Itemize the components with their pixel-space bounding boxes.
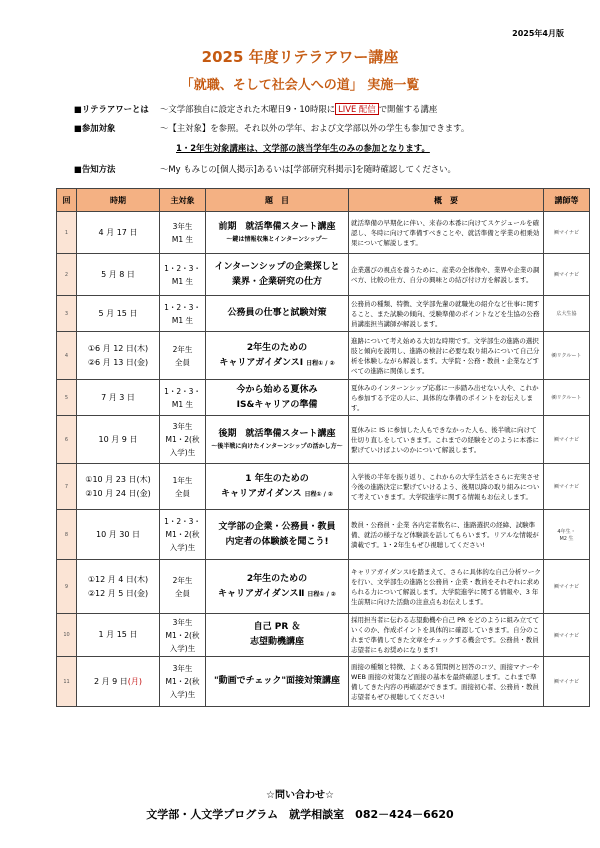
notice-text: ～My もみじの[個人掲示]あるいは[学部研究科掲示]を随時確認してください。 [160,164,456,174]
edition-label: 2025年4月版 [512,29,564,38]
row-title-sub: 日程① / ② [307,590,336,598]
row-summary: 公務員の種類、特徴、文学部先輩の就職先の紹介など仕事に関すること、また試験の傾向、受験準備のポイントなどを生協の公務員講座担当講師が解説します。 [349,296,544,332]
row-title [206,332,349,380]
about-label: ■リテラアワーとは [74,104,149,114]
row-target: 1・2・3・ M1 生 [160,380,206,416]
header-instructor: 講師等 [544,189,590,212]
row-date: 5 月 8 日 [77,254,160,296]
row-title-text: 2年生のための キャリアガイダンスⅠ [219,342,308,368]
live-badge: LIVE 配信 [335,103,379,115]
row-title [206,296,349,332]
row-target: 1・2・3・ M1 生 [160,296,206,332]
page-subtitle: 「就職、そして社会人への道」 実施一覧 [180,78,420,93]
table-row [57,657,590,707]
table-row [57,464,590,510]
row-target: 2年生 全員 [160,560,206,614]
row-instructor: ㈱マイナビ [544,416,590,464]
row-instructor: ㈱マイナビ [544,212,590,254]
row-instructor: ㈱リクルート [544,332,590,380]
row-target: 3年生 M1・2(秋入学)生 [160,657,206,707]
header-date: 時期 [77,189,160,212]
table-row [57,416,590,464]
row-instructor: ㈱マイナビ [544,254,590,296]
table-header-row [57,189,590,212]
row-summary: 就活準備の早期化に伴い、来春の本番に向けてスケジュールを確認し、冬時に向けて準備すべきことや、就活準備と学業の相乗効果について解説します。 [349,212,544,254]
table-row [57,332,590,380]
row-target: 3年生 M1 生 [160,212,206,254]
schedule-table [56,188,590,707]
row-number: 9 [57,560,77,614]
contact-line: 文学部・人文学プログラム 就学相談室 082－424－6620 [146,808,454,821]
row-summary: キャリアガイダンスⅠを踏まえて、さらに具体的な自己分析ワークを行い、文学部生の進路と公務員・企業・教員をそれぞれに求められる力について解説します。大学院進学に関する情報や、3 年生前期に向けた活動の注意点もお伝えします。 [349,560,544,614]
row-number: 7 [57,464,77,510]
row-number: 5 [57,380,77,416]
row-title-text: 自己 PR ＆ 志望動機講座 [249,622,304,647]
date-text: 2 月 9 日 [93,676,128,686]
row-number: 10 [57,614,77,657]
row-instructor: ㈱マイナビ [544,560,590,614]
target-note: 1・2年生対象講座は、文学部の該当学年生のみの参加となります。 [176,143,430,153]
row-title-sub: ～鍵は情報収集とインターンシップ～ [226,236,328,243]
row-title [206,560,349,614]
info-notice [74,163,456,175]
row-instructor: ㈱マイナビ [544,464,590,510]
row-title-text: 前期 就活準備スタート講座 [218,222,336,232]
row-summary: 面接の種類と特徴、よくある質問例と回答のコツ、面接マナーや WEB 面接の対策など面接の基本を最終確認します。これまで準備してきた内容の再確認ができます。面接初心者、公務員・教員志望者もぜひ視聴してください! [349,657,544,707]
row-number: 4 [57,332,77,380]
row-instructor: 広大生協 [544,296,590,332]
row-summary: 企業選びの視点を養うために、産業の全体像や、業界や企業の調べ方、比較の仕方、自分の興味との結び付け方を解説します。 [349,254,544,296]
row-title [206,464,349,510]
row-summary: 入学後の半年を振り返り、これからの大学生活をさらに充実させ今後の進路決定に繋げていけるよう、後期以降の取り組みについて考えていきます。大学院進学に関する情報もお伝えします。 [349,464,544,510]
row-summary: 夏休みに IS に参加した人もできなかった人も、後半戦に向けて仕切り直しをしていきます。これまでの経験をどのように本番に繋げていけばよいのかについて解説します。 [349,416,544,464]
row-number: 8 [57,510,77,560]
row-date: ①6 月 12 日(木) ②6 月 13 日(金) [77,332,160,380]
row-date [77,657,160,707]
row-title-text: "動画でチェック"面接対策講座 [213,676,341,686]
row-number: 2 [57,254,77,296]
header-title: 題 目 [206,189,349,212]
target-label: ■参加対象 [74,123,116,133]
header-target: 主対象 [160,189,206,212]
page-title: 2025 年度リテラアワー講座 [201,48,399,66]
row-target: 3年生 M1・2(秋入学)生 [160,416,206,464]
row-title [206,614,349,657]
row-title-text: インターンシップの企業探しと 業界・企業研究の仕方 [214,261,340,287]
row-title [206,657,349,707]
row-number: 6 [57,416,77,464]
table-row [57,614,590,657]
row-summary: 採用担当者に伝わる志望動機や自己 PR をどのように組み立てていくのか、作成ポイントを具体的に確認していきます。自分のこれまで準備してきた文章をチェックする機会です。公務員・教員志望者にもお奨めになります! [349,614,544,657]
row-title [206,510,349,560]
about-text-pre: ～文学部独自に設定された木曜日9・10時限に [160,104,336,114]
row-title-text: 文学部の企業・公務員・教員 内定者の体験談を聞こう! [218,521,336,547]
row-title [206,380,349,416]
row-title [206,416,349,464]
row-title-sub: 日程① / ② [304,490,333,498]
about-text-post: で開催する講座 [378,104,438,114]
contact-heading: ☆問い合わせ☆ [266,790,334,801]
row-target: 2年生 全員 [160,332,206,380]
header-summary: 概 要 [349,189,544,212]
row-target: 1・2・3・ M1・2(秋入学)生 [160,510,206,560]
row-summary: 進路について考え始める大切な時期です。文学部生の進路の選択肢と傾向を説明し、進路の検討に必要な取り組みについて自己分析を体験しながら解説します。大学院・公務・教員・企業などすべての進路に関係します。 [349,332,544,380]
row-date: 5 月 15 日 [77,296,160,332]
table-row [57,254,590,296]
row-title-text: 今から始める夏休み IS&キャリアの準備 [236,384,318,410]
header-no: 回 [57,189,77,212]
row-title-sub: ～後半戦に向けたインターンシップの活かし方～ [211,443,343,450]
row-number: 1 [57,212,77,254]
row-title-text: 2年生のための キャリアガイダンスⅡ [218,573,308,599]
row-title-sub: 日程① / ② [306,359,335,367]
row-title-text: 1 年生のための キャリアガイダンス [221,473,309,499]
row-title-text: 後期 就活準備スタート講座 [218,429,336,439]
table-row [57,212,590,254]
row-date: 4 月 17 日 [77,212,160,254]
info-about [74,103,437,115]
table-row [57,380,590,416]
row-instructor: ㈱リクルート [544,380,590,416]
row-number: 3 [57,296,77,332]
notice-label: ■告知方法 [74,164,116,174]
row-target: 1年生 全員 [160,464,206,510]
row-title-text: 公務員の仕事と試験対策 [227,308,327,318]
table-row [57,510,590,560]
row-date: 7 月 3 日 [77,380,160,416]
row-instructor: ㈱マイナビ [544,657,590,707]
row-date: ①12 月 4 日(木) ②12 月 5 日(金) [77,560,160,614]
row-target: 3年生 M1・2(秋入学)生 [160,614,206,657]
row-title [206,254,349,296]
row-instructor: ㈱マイナビ [544,614,590,657]
info-target [74,122,469,134]
row-number: 11 [57,657,77,707]
table-row [57,560,590,614]
date-weekday: (月) [127,676,143,686]
row-summary: 教員・公務員・企業 各内定者数名に、進路選択の経緯、試験準備、就活の様子など体験談を話してもらいます。リアルな情報が満載です。1・2年生もぜひ視聴してください! [349,510,544,560]
row-date: 10 月 9 日 [77,416,160,464]
row-target: 1・2・3・ M1 生 [160,254,206,296]
row-date: 10 月 30 日 [77,510,160,560]
table-row [57,296,590,332]
target-text: ～【主対象】を参照。それ以外の学年、および文学部以外の学生も参加できます。 [160,123,470,133]
row-title [206,212,349,254]
row-date: ①10 月 23 日(木) ②10 月 24 日(金) [77,464,160,510]
row-instructor: 4年生・ M2 生 [544,510,590,560]
row-summary: 夏休みのインターンシップ応募に一歩踏み出せない人や、これから参加する予定の人に、具体的な準備のポイントをお伝えします。 [349,380,544,416]
row-date: 1 月 15 日 [77,614,160,657]
